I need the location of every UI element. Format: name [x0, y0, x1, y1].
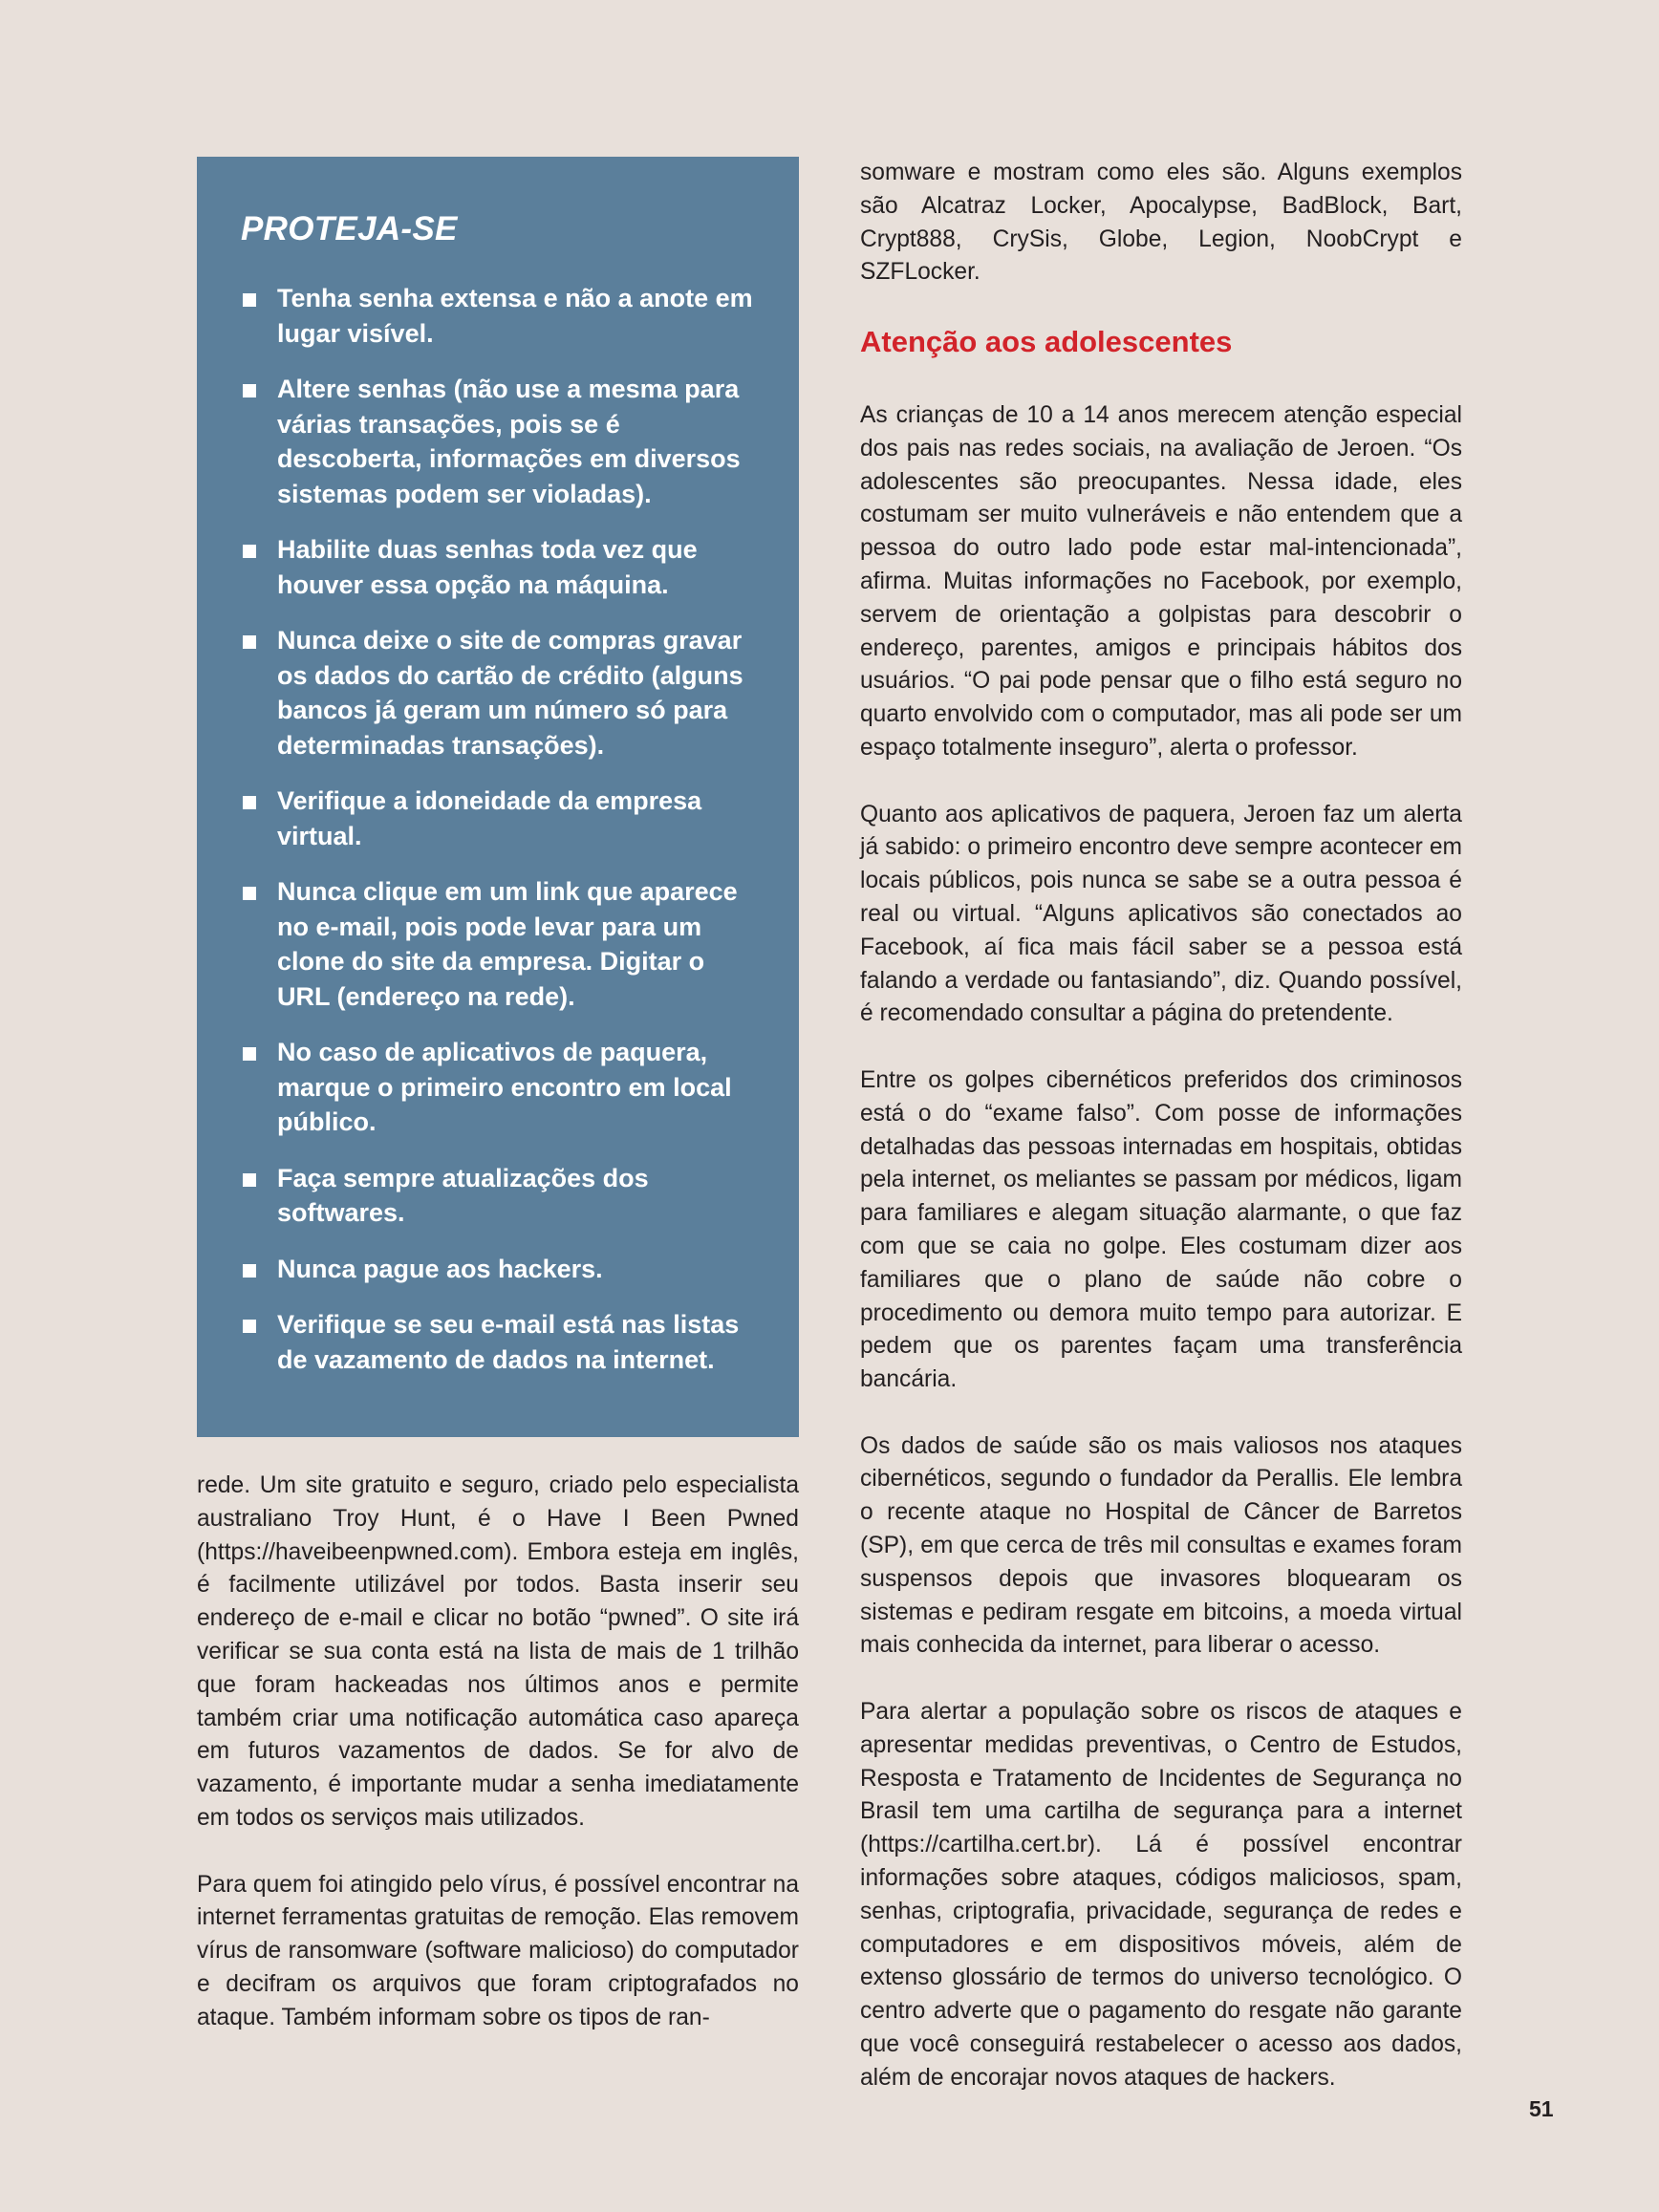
body-paragraph: Para alertar a população sobre os riscos de ataques e apresentar medidas preventivas, o Centro de Estudos, Resposta e Tratamento de Incidentes de Segurança no Brasil tem uma cartilha de segurança para a internet (https://cartilha.cert.br). Lá é possível encontrar informações sobre ataques, códigos maliciosos, spam, senhas, criptografia, privacidade, segurança de redes e computadores e em dispositivos móveis, além de extenso glossário de termos do universo tecnológico. O centro adverte que o pagamento do resgate não garante que você conseguirá restabelecer o acesso aos dados, além de encorajar novos ataques de hackers.	[860, 1699, 1462, 2091]
body-paragraph: Para quem foi atingido pelo vírus, é possível encontrar na internet ferramentas gratuitas de remoção. Elas removem vírus de ransomware (software malicioso) do computador e decifram os arquivos que foram criptografados no ataque. Também informam sobre os tipos de ran-	[197, 1871, 799, 2030]
tip-text: Nunca clique em um link que aparece no e-mail, pois pode levar para um clone do site da empresa. Digitar o URL (endereço na rede).	[277, 877, 738, 1011]
sidebar-title: PROTEJA-SE	[241, 210, 458, 247]
tip-text: Altere senhas (não use a mesma para várias transações, pois se é descoberta, informações em diversos sistemas podem ser violadas).	[277, 375, 741, 508]
tip-item	[241, 532, 755, 602]
square-bullet-icon	[243, 796, 256, 809]
body-paragraph: Os dados de saúde são os mais valiosos nos ataques cibernéticos, segundo o fundador da Perallis. Ele lembra o recente ataque no Hospital de Câncer de Barretos (SP), em que cerca de três mil consultas e exames foram suspensos depois que invasores bloquearam os sistemas e pediram resgate em bitcoins, a moeda virtual mais conhecida da internet, para liberar o acesso.	[860, 1432, 1462, 1659]
tip-item	[241, 623, 755, 762]
square-bullet-icon	[243, 887, 256, 900]
tip-item	[241, 1252, 755, 1287]
tip-item	[241, 1161, 755, 1231]
tip-item	[241, 1035, 755, 1140]
body-paragraph: Quanto aos aplicativos de paquera, Jeroen faz um alerta já sabido: o primeiro encontro deve sempre acontecer em locais públicos, pois nunca se sabe se a outra pessoa é real ou virtual. “Alguns aplicativos são conectados ao Facebook, aí fica mais fácil saber se a pessoa está falando a verdade ou fantasiando”, diz. Quando possível, é recomendado consultar a página do pretendente.	[860, 801, 1462, 1027]
tip-text: No caso de aplicativos de paquera, marque o primeiro encontro em local público.	[277, 1038, 732, 1136]
square-bullet-icon	[243, 384, 256, 397]
tip-item	[241, 281, 755, 351]
square-bullet-icon	[243, 1264, 256, 1278]
tip-item	[241, 1307, 755, 1377]
tip-item	[241, 372, 755, 511]
tip-item	[241, 874, 755, 1014]
body-paragraph: As crianças de 10 a 14 anos merecem atenção especial dos pais nas redes sociais, na avaliação de Jeroen. “Os adolescentes são preocupantes. Nessa idade, eles costumam ser muito vulneráveis e não entendem que a pessoa do outro lado pode estar mal-intencionada”, afirma. Muitas informações no Facebook, por exemplo, servem de orientação a golpistas para descobrir o endereço, parentes, amigos e principais hábitos dos usuários. “O pai pode pensar que o filho está seguro no quarto envolvido com o computador, mas ali pode ser um espaço totalmente inseguro”, alerta o professor.	[860, 401, 1462, 761]
tip-text: Verifique se seu e-mail está nas listas de vazamento de dados na internet.	[277, 1310, 740, 1374]
square-bullet-icon	[243, 1047, 256, 1061]
square-bullet-icon	[243, 1320, 256, 1333]
tip-item	[241, 784, 755, 853]
tip-text: Nunca deixe o site de compras gravar os dados do cartão de crédito (alguns bancos já geram um número só para determinadas transações).	[277, 626, 743, 760]
square-bullet-icon	[243, 635, 256, 649]
body-paragraph: Entre os golpes cibernéticos preferidos dos criminosos está o do “exame falso”. Com posse de informações detalhadas das pessoas internadas em hospitais, obtidas pela internet, os meliantes se passam por médicos, ligam para familiares e alegam situação alarmante, o que faz com que se caia no golpe. Eles costumam dizer aos familiares que o plano de saúde não cobre o procedimento ou demora muito tempo para autorizar. E pedem que os parentes façam uma transferência bancária.	[860, 1066, 1462, 1393]
tip-text: Tenha senha extensa e não a anote em lugar visível.	[277, 284, 753, 348]
page-number: 51	[1529, 2096, 1554, 2121]
square-bullet-icon	[243, 293, 256, 307]
right-column	[860, 157, 1462, 2128]
tip-text: Verifique a idoneidade da empresa virtual.	[277, 786, 702, 850]
tip-text: Nunca pague aos hackers.	[277, 1254, 603, 1283]
tip-text: Habilite duas senhas toda vez que houver essa opção na máquina.	[277, 535, 698, 599]
left-column	[197, 1470, 799, 2068]
tips-list	[241, 281, 755, 1377]
body-paragraph: rede. Um site gratuito e seguro, criado pelo especialista australiano Troy Hunt, é o Have I Been Pwned (https://haveibeenpwned.com). Embora esteja em inglês, é facilmente utilizável por todos. Basta inserir seu endereço de e-mail e clicar no botão “pwned”. O site irá verificar se sua conta está na lista de mais de 1 trilhão que foram hackeadas nos últimos anos e permite também criar uma notificação automática caso apareça em futuros vazamentos de dados. Se for alvo de vazamento, é importante mudar a senha imediatamente em todos os serviços mais utilizados.	[197, 1472, 799, 1831]
protect-yourself-box	[197, 157, 799, 1437]
square-bullet-icon	[243, 545, 256, 558]
square-bullet-icon	[243, 1173, 256, 1187]
section-heading: Atenção aos adolescentes	[860, 324, 1233, 358]
body-paragraph: somware e mostram como eles são. Alguns exemplos são Alcatraz Locker, Apocalypse, BadBlock, Bart, Crypt888, CrySis, Globe, Legion, NoobCrypt e SZFLocker.	[860, 160, 1462, 286]
tip-text: Faça sempre atualizações dos softwares.	[277, 1163, 649, 1227]
